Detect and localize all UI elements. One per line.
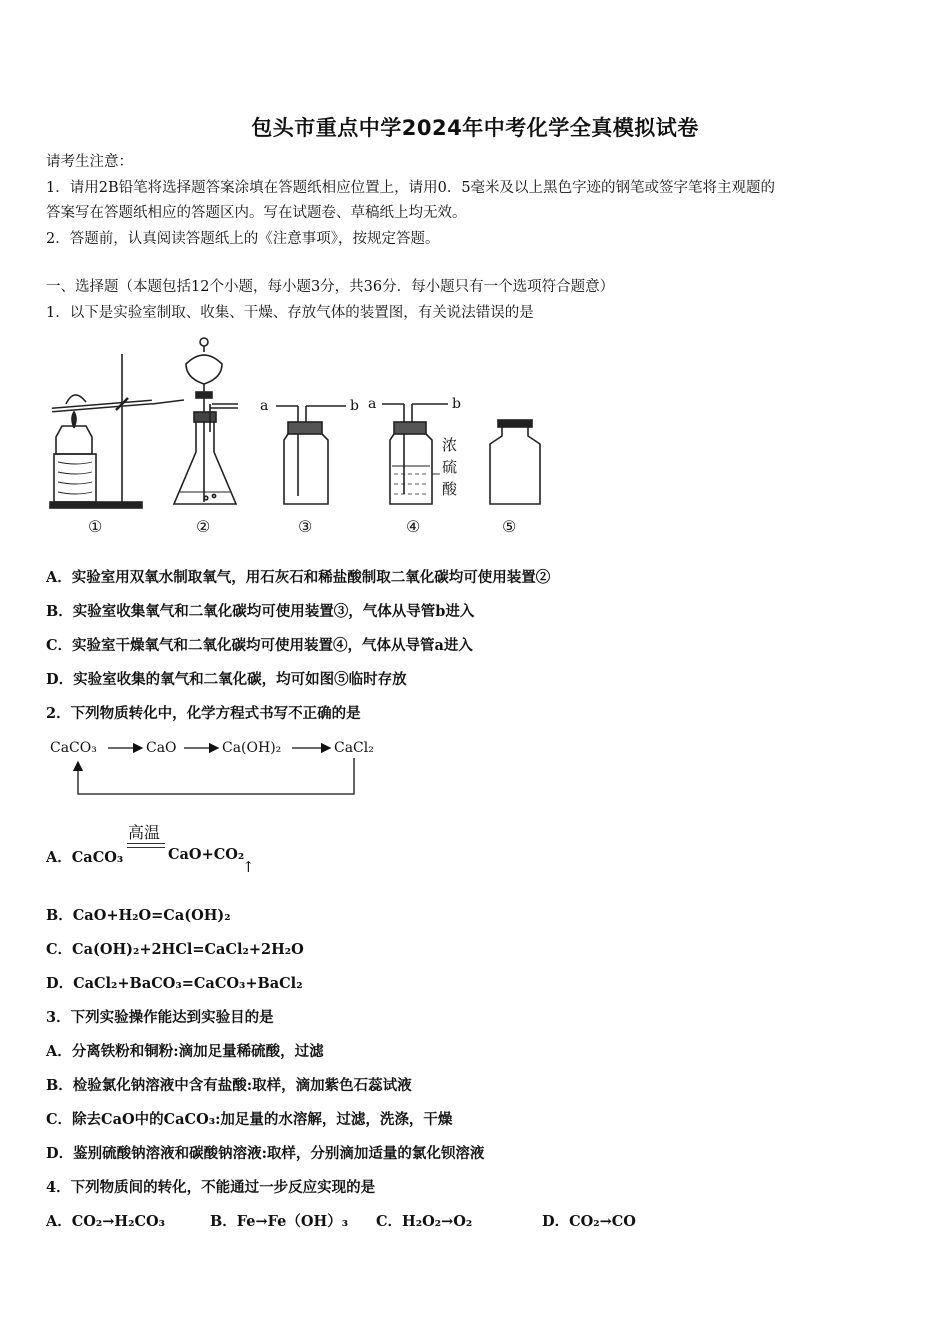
apparatus-label: ⑤ [502, 517, 517, 536]
question-1-stem: 1．以下是实验室制取、收集、干燥、存放气体的装置图，有关说法错误的是 [46, 305, 534, 321]
question-4-stem: 4．下列物质间的转化，不能通过一步反应实现的是 [46, 1179, 376, 1196]
q1-option-d: D．实验室收集的氧气和二氧化碳，均可如图⑤临时存放 [46, 671, 407, 688]
q2-option-d: D．CaCl₂+BaCO₃=CaCO₃+BaCl₂ [46, 975, 303, 992]
q2-option-c: C．Ca(OH)₂+2HCl=CaCl₂+2H₂O [46, 941, 304, 958]
apparatus-label: ③ [298, 517, 313, 536]
gas-arrow: ↑ [242, 858, 255, 876]
q3-option-d: D．鉴别硫酸钠溶液和碳酸钠溶液:取样，分别滴加适量的氯化钡溶液 [46, 1145, 485, 1162]
q2-option-a-left: CaCO₃ [71, 849, 124, 866]
port-a-label: a [260, 398, 269, 414]
apparatus-2 [174, 338, 238, 504]
q2-option-b: B．CaO+H₂O=Ca(OH)₂ [46, 907, 231, 924]
port-a-label: a [368, 396, 377, 412]
acid-label-char: 浓 [442, 436, 458, 454]
acid-label-char: 硫 [442, 458, 458, 476]
page-title: 包头市重点中学2024年中考化学全真模拟试卷 [251, 116, 699, 140]
notice-heading: 请考生注意： [46, 154, 133, 170]
notice-item-1-line-1: 1．请用2B铅笔将选择题答案涂填在答题纸相应位置上，请用0．5毫米及以上黑色字迹的钢笔或签字笔将主观题的 [46, 180, 776, 196]
conversion-chain [46, 732, 386, 802]
q4-option-b: B．Fe→Fe（OH）₃ [210, 1213, 349, 1230]
q4-option-d: D．CO₂→CO [542, 1213, 636, 1230]
q1-option-a: A．实验室用双氧水制取氧气，用石灰石和稀盐酸制取二氧化碳均可使用装置② [46, 569, 551, 586]
chain-compound: CaO [146, 740, 177, 756]
question-2-stem: 2．下列物质转化中，化学方程式书写不正确的是 [46, 705, 361, 722]
q4-option-a: A．CO₂→H₂CO₃ [46, 1213, 165, 1230]
equals-line-top [127, 843, 165, 844]
apparatus-3 [276, 406, 346, 504]
q4-option-c: C．H₂O₂→O₂ [376, 1213, 473, 1230]
acid-label-char: 酸 [442, 480, 458, 498]
q3-option-b: B．检验氯化钠溶液中含有盐酸:取样，滴加紫色石蕊试液 [46, 1077, 412, 1094]
chain-compound: CaCO₃ [50, 740, 97, 756]
equals-line-bottom [127, 847, 165, 848]
apparatus-label: ① [88, 517, 103, 536]
apparatus-label: ④ [406, 517, 421, 536]
section-heading: 一、选择题（本题包括12个小题，每小题3分，共36分．每小题只有一个选项符合题意） [46, 279, 615, 295]
chain-compound: Ca(OH)₂ [222, 740, 282, 756]
q2-option-a [46, 846, 123, 867]
apparatus-figure [46, 332, 566, 542]
apparatus-label: ② [196, 517, 211, 536]
reaction-condition: 高温 [128, 823, 161, 842]
port-b-label: b [350, 398, 359, 414]
q1-option-c: C．实验室干燥氧气和二氧化碳均可使用装置④，气体从导管a进入 [46, 637, 473, 654]
q1-option-b: B．实验室收集氧气和二氧化碳均可使用装置③，气体从导管b进入 [46, 603, 475, 620]
q2-option-a-right: CaO+CO₂ [168, 846, 245, 863]
q3-option-c: C．除去CaO中的CaCO₃:加足量的水溶解，过滤，洗涤，干燥 [46, 1111, 453, 1128]
port-b-label: b [452, 396, 461, 412]
q2-option-a-prefix: A． [46, 849, 72, 866]
chain-compound: CaCl₂ [334, 740, 374, 756]
apparatus-5 [490, 420, 540, 504]
notice-item-1-line-2: 答案写在答题纸相应的答题区内。写在试题卷、草稿纸上均无效。 [46, 205, 467, 221]
question-3-stem: 3．下列实验操作能达到实验目的是 [46, 1009, 274, 1026]
apparatus-1 [50, 354, 184, 508]
notice-item-2: 2．答题前，认真阅读答题纸上的《注意事项》，按规定答题。 [46, 231, 440, 247]
apparatus-4 [382, 404, 448, 504]
q3-option-a: A．分离铁粉和铜粉:滴加足量稀硫酸，过滤 [46, 1043, 324, 1060]
